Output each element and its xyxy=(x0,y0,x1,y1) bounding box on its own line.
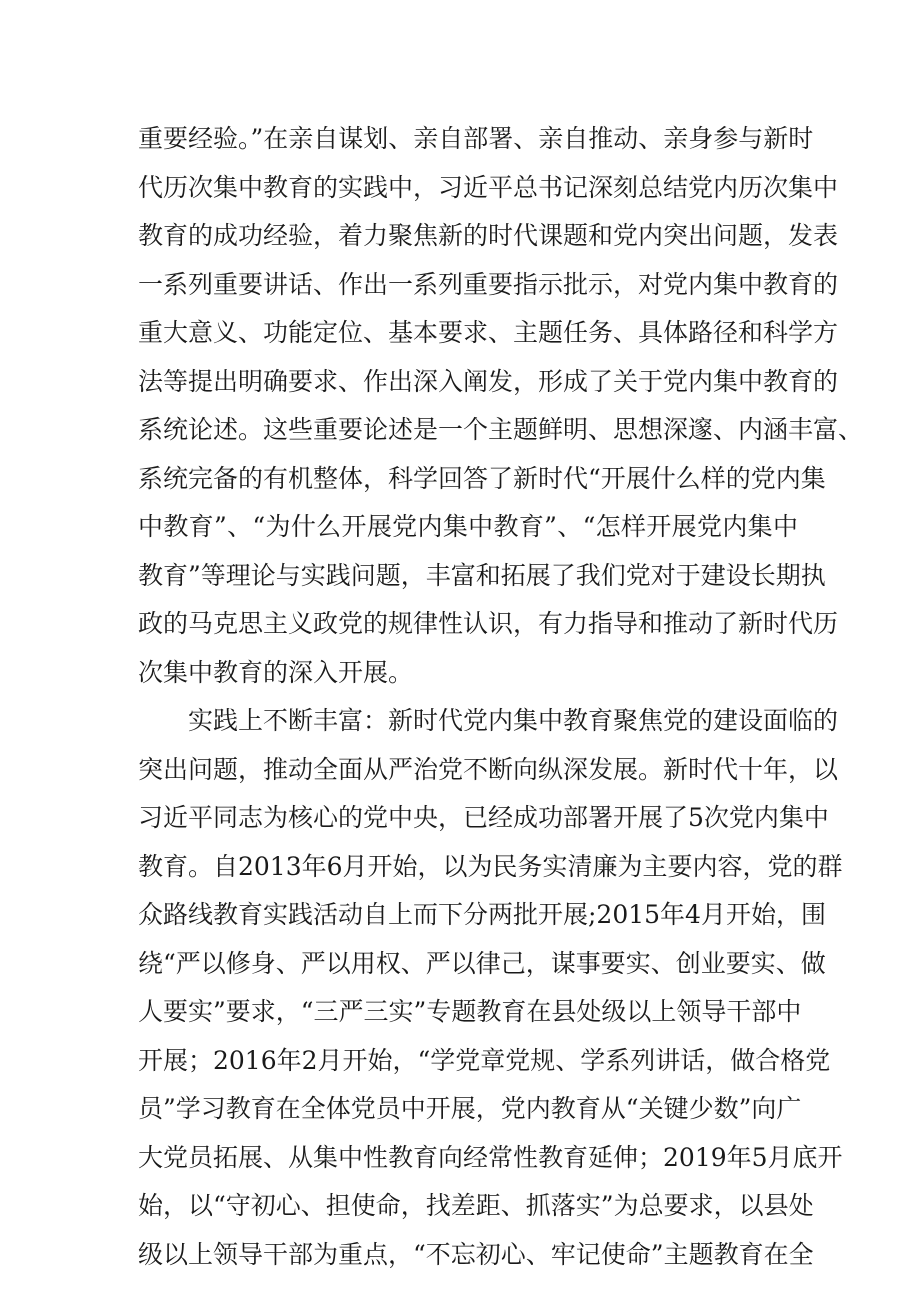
text-line: 实践上不断丰富：新时代党内集中教育聚焦党的建设面临的 xyxy=(188,706,839,735)
text-line: 系统完备的有机整体，科学回答了新时代“开展什么样的党内集 xyxy=(138,463,826,493)
text-line: 开展；2016年2月开始，“学党章党规、学系列讲话，做合格党 xyxy=(138,1045,831,1075)
text-line: 政的马克思主义政党的规律性认识，有力指导和推动了新时代历 xyxy=(138,609,839,638)
text-line: 习近平同志为核心的党中央，已经成功部署开展了5次党内集中 xyxy=(138,803,829,832)
text-line: 员”学习教育在全体党员中开展，党内教育从“关键少数”向广 xyxy=(138,1094,802,1123)
text-line: 法等提出明确要求、作出深入阐发，形成了关于党内集中教育的 xyxy=(138,366,839,396)
text-line: 教育的成功经验，着力聚焦新的时代课题和党内突出问题，发表 xyxy=(138,221,839,250)
text-line: 一系列重要讲话、作出一系列重要指示批示，对党内集中教育的 xyxy=(138,269,839,299)
text-line: 重大意义、功能定位、基本要求、主题任务、具体路径和科学方 xyxy=(138,318,839,347)
text-line: 众路线教育实践活动自上而下分两批开展;2015年4月开始，围 xyxy=(138,900,826,929)
text-line: 代历次集中教育的实践中，习近平总书记深刻总结党内历次集中 xyxy=(138,172,839,202)
text-line: 系统论述。这些重要论述是一个主题鲜明、思想深邃、内涵丰富、 xyxy=(138,415,864,444)
paragraph-1 xyxy=(138,115,864,697)
paragraph-2 xyxy=(138,697,843,1279)
text-line: 突出问题，推动全面从严治党不断向纵深发展。新时代十年，以 xyxy=(138,754,839,784)
text-line: 教育”等理论与实践问题，丰富和拓展了我们党对于建设长期执 xyxy=(138,560,826,590)
text-line: 绕“严以修身、严以用权、严以律己，谋事要实、创业要实、做 xyxy=(138,948,826,978)
text-line: 重要经验。”在亲自谋划、亲自部署、亲自推动、亲身参与新时 xyxy=(138,124,814,153)
text-line: 中教育”、“为什么开展党内集中教育”、“怎样开展党内集中 xyxy=(138,512,798,541)
text-line: 大党员拓展、从集中性教育向经常性教育延伸；2019年5月底开 xyxy=(138,1142,843,1172)
text-line: 教育。自2013年6月开始，以为民务实清廉为主要内容，党的群 xyxy=(138,851,843,881)
text-line: 始，以“守初心、担使命，找差距、抓落实”为总要求，以县处 xyxy=(138,1191,814,1220)
text-line: 级以上领导干部为重点，“不忘初心、牢记使命”主题教育在全 xyxy=(138,1239,814,1269)
body-text xyxy=(138,115,864,1279)
text-line: 次集中教育的深入开展。 xyxy=(138,657,414,687)
text-line: 人要实”要求，“三严三实”专题教育在县处级以上领导干部中 xyxy=(138,997,802,1026)
